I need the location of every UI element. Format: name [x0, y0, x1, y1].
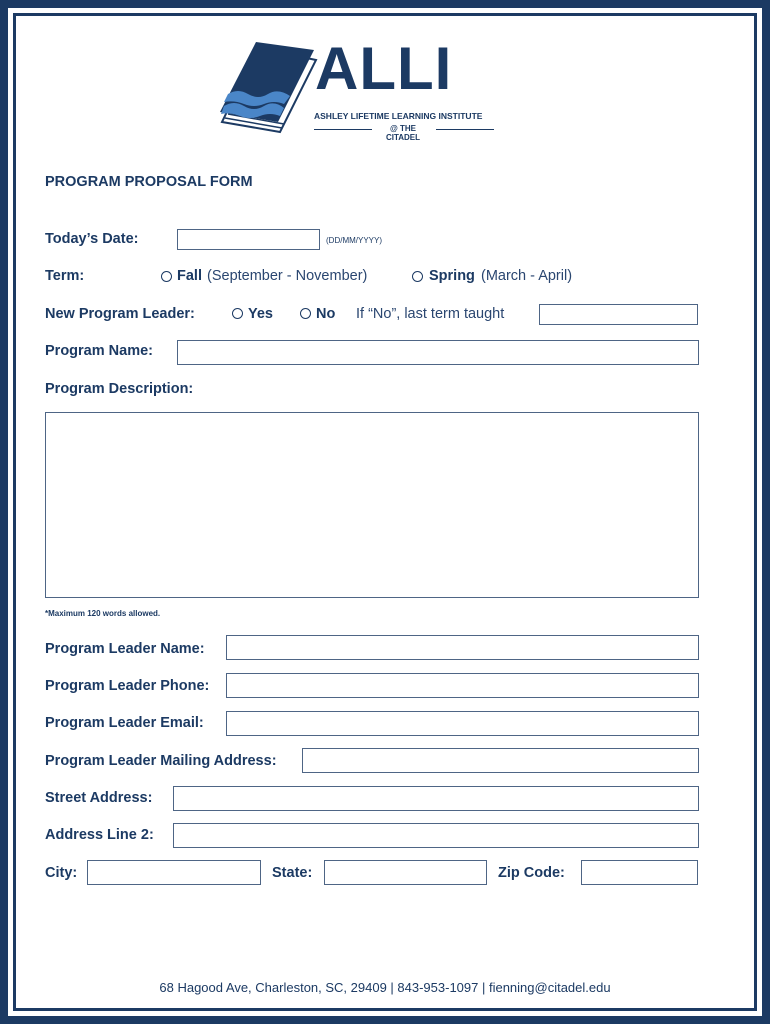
new-leader-no-radio[interactable] [300, 308, 311, 319]
street-address-label: Street Address: [45, 790, 153, 806]
term-fall-radio[interactable] [161, 271, 172, 282]
alli-logo [218, 35, 498, 142]
todays-date-label: Today’s Date: [45, 231, 139, 247]
todays-date-field[interactable] [177, 229, 320, 250]
program-description-textarea[interactable] [45, 412, 699, 598]
leader-mailing-field[interactable] [302, 748, 699, 773]
logo-rule-right [436, 129, 494, 130]
program-name-field[interactable] [177, 340, 699, 365]
term-spring-radio[interactable] [412, 271, 423, 282]
term-spring-label: Spring [429, 268, 475, 284]
logo-rule-left [314, 129, 372, 130]
new-leader-yes-label: Yes [248, 306, 273, 322]
logo-subline: @ THE CITADEL [385, 124, 421, 142]
street-address-field[interactable] [173, 786, 699, 811]
date-format-hint: (DD/MM/YYYY) [326, 236, 382, 245]
state-field[interactable] [324, 860, 487, 885]
new-leader-label: New Program Leader: [45, 306, 195, 322]
logo-institute-name: ASHLEY LIFETIME LEARNING INSTITUTE [314, 111, 483, 121]
address-line2-field[interactable] [173, 823, 699, 848]
zip-code-label: Zip Code: [498, 865, 565, 881]
book-icon [218, 42, 318, 134]
word-limit-note: *Maximum 120 words allowed. [45, 609, 161, 618]
footer-contact: 68 Hagood Ave, Charleston, SC, 29409 | 843-953-1097 | fienning@citadel.edu [159, 980, 611, 995]
new-leader-yes-radio[interactable] [232, 308, 243, 319]
leader-mailing-label: Program Leader Mailing Address: [45, 753, 277, 769]
leader-phone-label: Program Leader Phone: [45, 678, 210, 694]
term-fall-months: (September - November) [207, 268, 368, 284]
term-label: Term: [45, 268, 85, 284]
term-spring-months: (March - April) [481, 268, 573, 284]
zip-code-field[interactable] [581, 860, 698, 885]
logo-wordmark: ALLI [315, 35, 453, 102]
program-name-label: Program Name: [45, 343, 153, 359]
address-line2-label: Address Line 2: [45, 827, 154, 843]
new-leader-no-label: No [316, 306, 336, 322]
leader-email-label: Program Leader Email: [45, 715, 204, 731]
city-field[interactable] [87, 860, 261, 885]
program-description-label: Program Description: [45, 381, 194, 397]
form-title: PROGRAM PROPOSAL FORM [45, 174, 253, 190]
last-term-field[interactable] [539, 304, 698, 325]
leader-name-label: Program Leader Name: [45, 641, 205, 657]
state-label: State: [272, 865, 313, 881]
leader-email-field[interactable] [226, 711, 699, 736]
leader-phone-field[interactable] [226, 673, 699, 698]
city-label: City: [45, 865, 78, 881]
term-fall-label: Fall [177, 268, 202, 284]
leader-name-field[interactable] [226, 635, 699, 660]
last-term-label: If “No”, last term taught [356, 306, 505, 322]
